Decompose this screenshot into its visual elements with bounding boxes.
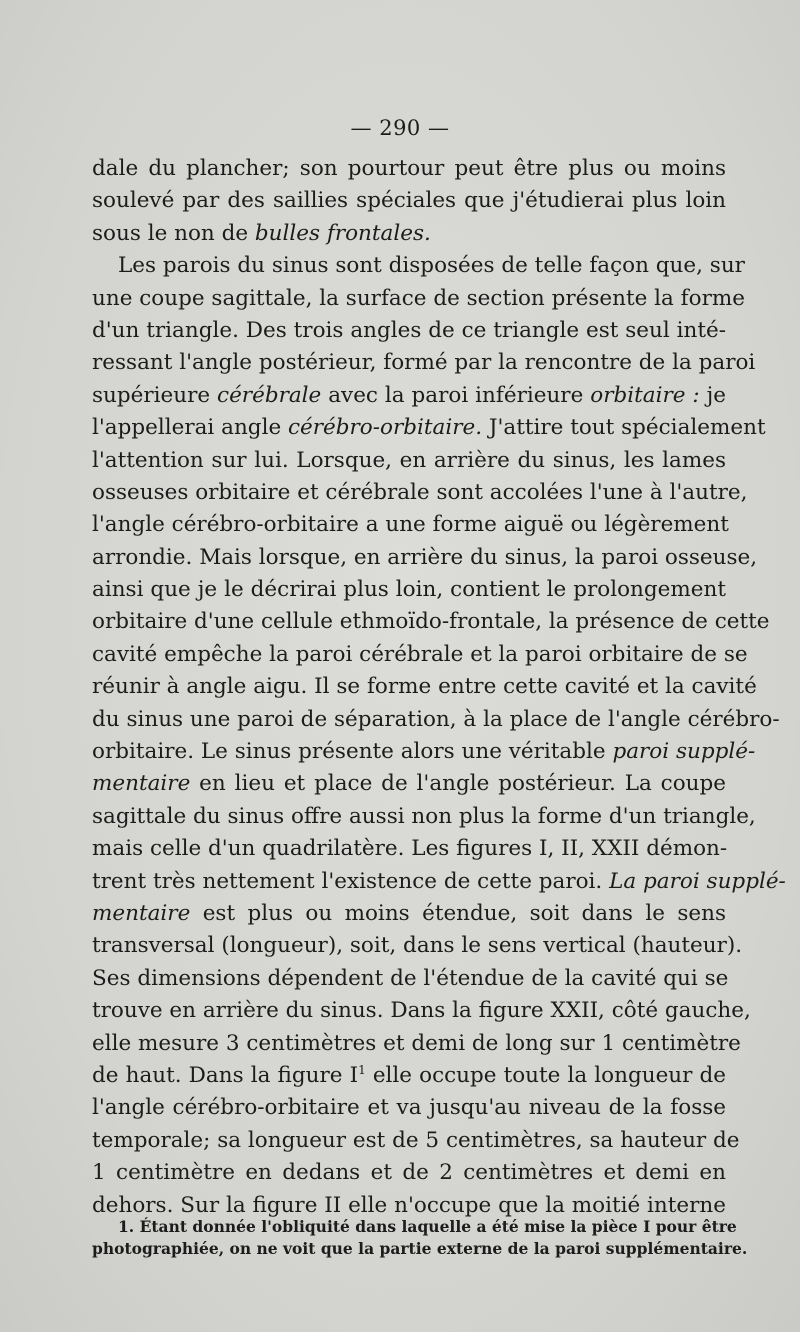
text-line: sous le non de bulles frontales. [92, 220, 431, 246]
italic-text: mentaire [92, 900, 191, 926]
italic-text: cérébro-orbitaire. [288, 415, 483, 441]
text-line: Ses dimensions dépendent de l'étendue de la cavité qui se [92, 965, 729, 991]
text-line: de haut. Dans la figure $I^1$ elle occupe toute la longueur de [92, 1062, 727, 1088]
text-line: Les parois du sinus sont disposées de telle façon que, sur [118, 253, 745, 279]
text-line: supérieure cérébrale avec la paroi inférieure orbitaire : je [92, 382, 726, 408]
text-line: l'appellerai angle cérébro-orbitaire. J'attire tout spécialement [92, 415, 766, 441]
text-line: mentaire est plus ou moins étendue, soit dans le sens [92, 900, 726, 926]
text-line: cavité empêche la paroi cérébrale et la paroi orbitaire de se [92, 641, 748, 667]
text-line: l'angle cérébro-orbitaire et va jusqu'au niveau de la fosse [92, 1095, 726, 1121]
italic-text: bulles frontales. [254, 220, 431, 246]
text-line: trent très nettement l'existence de cette paroi. La paroi supplé- [92, 868, 786, 894]
text-line: du sinus une paroi de séparation, à la place de l'angle cérébro- [92, 706, 780, 732]
text-line: mais celle d'un quadrilatère. Les figures I, II, XXII démon- [92, 836, 728, 862]
text-line: ainsi que je le décrirai plus loin, contient le prolongement [92, 577, 726, 603]
text-line: elle mesure 3 centimètres et demi de long sur 1 centimètre [92, 1030, 741, 1056]
italic-text: paroi supplé- [612, 739, 756, 765]
footnote-line: photographiée, on ne voit que la partie externe de la paroi supplémentaire. [92, 1239, 748, 1258]
italic-text: cérébrale [217, 382, 322, 408]
text-line: ressant l'angle postérieur, formé par la rencontre de la paroi [92, 350, 756, 376]
italic-text: La paroi supplé- [609, 868, 786, 894]
text-line: soulevé par des saillies spéciales que j'étudierai plus loin [92, 188, 726, 214]
text-line: mentaire en lieu et place de l'angle postérieur. La coupe [92, 771, 726, 797]
text-line: dale du plancher; son pourtour peut être plus ou moins [92, 156, 726, 181]
text-line: d'un triangle. Des trois angles de ce triangle est seul inté- [92, 317, 726, 343]
italic-text: orbitaire : [590, 382, 700, 408]
text-line: l'attention sur lui. Lorsque, en arrière du sinus, les lames [92, 447, 726, 473]
body-text [92, 153, 786, 1222]
footnote-marker: 1 [358, 1062, 366, 1077]
text-line: l'angle cérébro-orbitaire a une forme aiguë ou légèrement [92, 512, 729, 538]
text-line: orbitaire d'une cellule ethmoïdo-frontale, la présence de cette [92, 609, 770, 635]
text-line: temporale; sa longueur est de 5 centimètres, sa hauteur de [92, 1127, 740, 1153]
text-line: une coupe sagittale, la surface de section présente la forme [92, 285, 745, 311]
text-line: trouve en arrière du sinus. Dans la figure XXII, côté gauche, [92, 998, 751, 1024]
page-number: — 290 — [350, 116, 450, 140]
text-line: dehors. Sur la figure II elle n'occupe que la moitié interne [92, 1192, 726, 1218]
text-line: orbitaire. Le sinus présente alors une véritable paroi supplé- [92, 739, 756, 765]
italic-text: mentaire [92, 771, 191, 797]
text-line: 1 centimètre en dedans et de 2 centimètres et demi en [92, 1160, 726, 1186]
footnote [92, 1216, 748, 1260]
text-line: osseuses orbitaire et cérébrale sont accolées l'une à l'autre, [92, 479, 748, 505]
text-line: transversal (longueur), soit, dans le sens vertical (hauteur). [92, 933, 743, 959]
footnote-line: 1. Étant donnée l'obliquité dans laquelle a été mise la pièce I pour être [118, 1217, 737, 1236]
text-line: arrondie. Mais lorsque, en arrière du sinus, la paroi osseuse, [92, 544, 758, 570]
text-line: réunir à angle aigu. Il se forme entre cette cavité et la cavité [92, 674, 757, 700]
text-line: sagittale du sinus offre aussi non plus la forme d'un triangle, [92, 803, 756, 829]
